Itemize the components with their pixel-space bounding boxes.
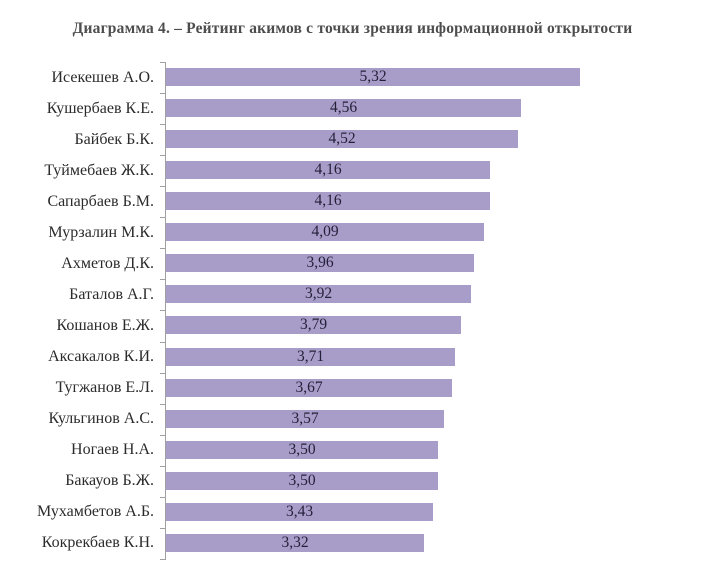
category-label: Ногаев Н.А. <box>71 441 154 459</box>
bar <box>166 441 438 459</box>
bar-value-label: 3,50 <box>288 471 316 489</box>
bar-value-label: 3,71 <box>296 347 325 365</box>
category-label: Кокрекбаев К.Н. <box>41 534 154 552</box>
bar-row <box>0 93 705 124</box>
bar <box>166 472 438 490</box>
bar <box>166 99 521 117</box>
bar-row <box>0 310 705 341</box>
bar-value-label: 3,96 <box>306 254 334 272</box>
plot-area <box>0 62 705 559</box>
category-label: Баталов А.Г. <box>69 285 154 303</box>
chart-title: Диаграмма 4. – Рейтинг акимов с точки зрения информационной открытости <box>72 20 633 37</box>
bar-row <box>0 279 705 310</box>
bar-value-label: 3,50 <box>288 440 316 458</box>
bar-value-label: 3,92 <box>304 285 333 303</box>
bar-value-label: 3,32 <box>281 533 309 551</box>
bar-row <box>0 435 705 466</box>
category-label: Бакауов Б.Ж. <box>65 472 154 490</box>
category-label: Исекешев А.О. <box>51 68 154 86</box>
bar-value-label: 5,32 <box>359 68 387 85</box>
category-label: Туймебаев Ж.К. <box>44 161 154 179</box>
bar-row <box>0 342 705 373</box>
bar-row <box>0 217 705 248</box>
bar <box>166 192 490 210</box>
bar <box>166 503 433 521</box>
bar-value-label: 3,57 <box>291 409 319 427</box>
bar <box>166 68 580 86</box>
bar <box>166 161 490 179</box>
category-label: Кушербаев К.Е. <box>46 99 154 117</box>
bar-value-label: 3,67 <box>295 378 323 396</box>
bar-value-label: 4,09 <box>311 223 339 241</box>
bar-value-label: 4,16 <box>314 192 342 210</box>
bar <box>166 348 455 366</box>
category-label: Мухамбетов А.Б. <box>37 503 154 521</box>
bar-value-label: 3,79 <box>299 316 328 334</box>
axis-tick <box>160 559 166 560</box>
category-label: Мурзалин М.К. <box>48 223 154 241</box>
bar-value-label: 4,56 <box>329 99 358 117</box>
bar <box>166 130 518 148</box>
category-label: Кошанов Е.Ж. <box>56 316 154 334</box>
bar-value-label: 4,16 <box>314 161 342 179</box>
bar <box>166 410 444 428</box>
bar <box>166 254 474 272</box>
category-label: Ахметов Д.К. <box>61 254 154 272</box>
category-label: Кульгинов А.С. <box>48 410 154 428</box>
bar <box>166 223 484 241</box>
bar-row <box>0 466 705 497</box>
bar-row <box>0 62 705 93</box>
bar <box>166 285 471 303</box>
bar-row <box>0 248 705 279</box>
bar-row <box>0 186 705 217</box>
category-label: Байбек Б.К. <box>74 130 154 148</box>
bar-row <box>0 528 705 559</box>
bar-row <box>0 155 705 186</box>
category-label: Тугжанов Е.Л. <box>55 379 154 397</box>
bar-value-label: 3,43 <box>285 502 314 520</box>
bar-value-label: 4,52 <box>328 130 356 148</box>
bar <box>166 534 424 552</box>
bar <box>166 316 461 334</box>
bar <box>166 379 452 397</box>
category-label: Сапарбаев Б.М. <box>47 192 154 210</box>
category-label: Аксакалов К.И. <box>48 348 154 366</box>
bar-row <box>0 124 705 155</box>
bar-row <box>0 497 705 528</box>
bar-row <box>0 373 705 404</box>
bar-row <box>0 404 705 435</box>
